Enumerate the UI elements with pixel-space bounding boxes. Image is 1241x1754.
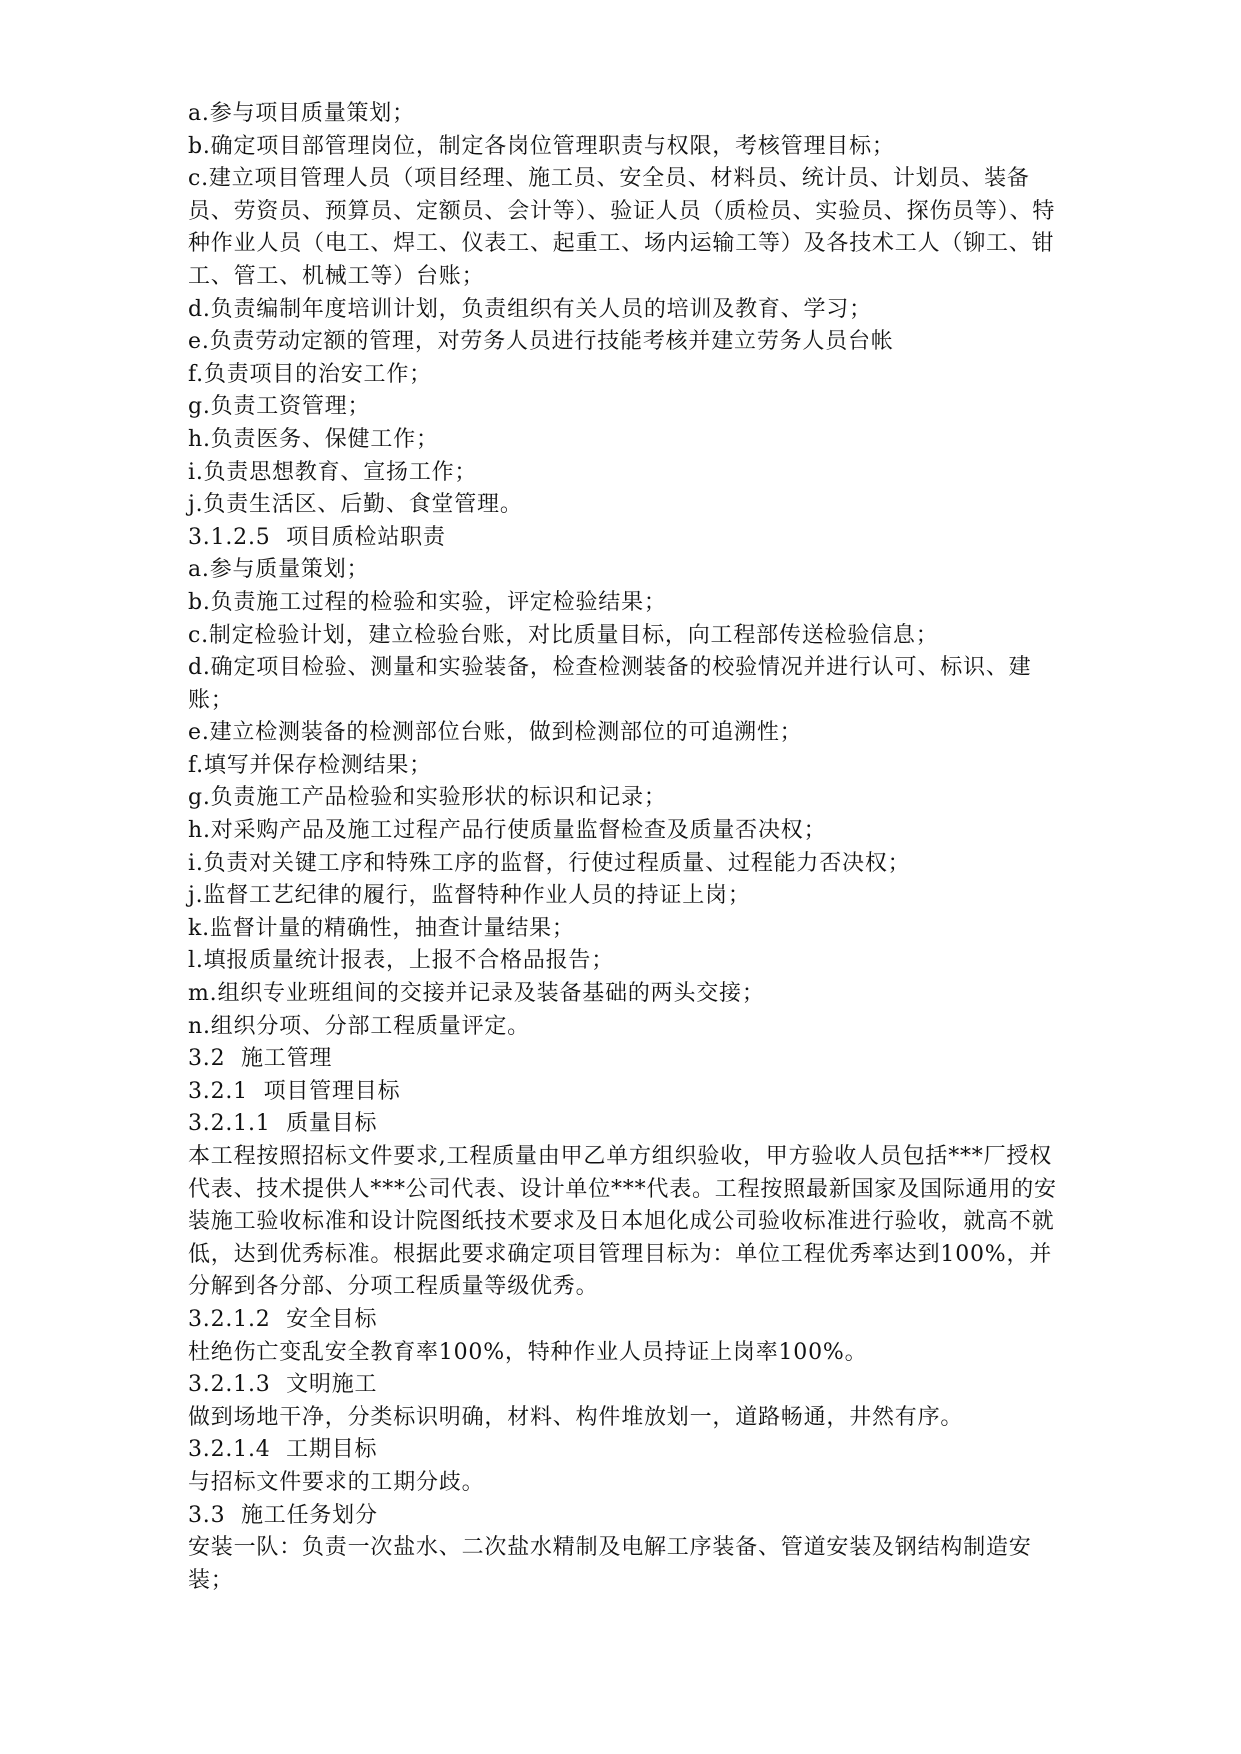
text-line: i.负责对关键工序和特殊工序的监督，行使过程质量、过程能力否决权； (188, 850, 911, 876)
section-heading: 3.1.2.5 项目质检站职责 (188, 524, 446, 550)
text-line: h.对采购产品及施工过程产品行使质量监督检查及质量否决权； (188, 818, 827, 844)
text-line: e.负责劳动定额的管理，对劳务人员进行技能考核并建立劳务人员台帐 (188, 329, 894, 355)
text-line: 做到场地干净，分类标识明确，材料、构件堆放划一，道路畅通，井然有序。 (188, 1404, 964, 1430)
text-line: 本工程按照招标文件要求,工程质量由甲乙单方组织验收，甲方验收人员包括***厂授权代表、技术提供人***公司代表、设计单位***代表。工程按照最新国家及国际通用的安装施工验收标准和设计院图纸技术要求及日本旭化成公司验收标准进行验收，就高不就低，达到优秀标准。根据此要求确定项目管理目标为：单位工程优秀率达到100%，并分解到各分部、分项工程质量等级优秀。 (188, 1144, 1057, 1300)
text-line: g.负责施工产品检验和实验形状的标识和记录； (188, 785, 667, 811)
text-line: c.建立项目管理人员（项目经理、施工员、安全员、材料员、统计员、计划员、装备员、劳资员、预算员、定额员、会计等）、验证人员（质检员、实验员、探伤员等）、特种作业人员（电工、焊工、仪表工、起重工、场内运输工等）及各技术工人（铆工、钳工、管工、机械工等）台账； (188, 166, 1056, 289)
text-line: d.确定项目检验、测量和实验装备，检查检测装备的校验情况并进行认可、标识、建账； (188, 655, 1032, 713)
text-line: f.填写并保存检测结果； (188, 752, 432, 778)
section-heading: 3.2.1.2 安全目标 (188, 1306, 378, 1332)
text-line: f.负责项目的治安工作； (188, 361, 432, 387)
section-heading: 3.2.1.4 工期目标 (188, 1437, 378, 1463)
text-line: j.负责生活区、后勤、食堂管理。 (188, 492, 523, 518)
text-line: e.建立检测装备的检测部位台账，做到检测部位的可追溯性； (188, 720, 803, 746)
text-line: a.参与项目质量策划； (188, 101, 415, 126)
text-line: k.监督计量的精确性，抽查计量结果； (188, 915, 575, 941)
section-heading: 3.2.1.3 文明施工 (188, 1372, 378, 1398)
text-line: 与招标文件要求的工期分歧。 (188, 1469, 485, 1495)
text-line: l.填报质量统计报表，上报不合格品报告； (188, 948, 615, 974)
text-line: d.负责编制年度培训计划，负责组织有关人员的培训及教育、学习； (188, 296, 872, 322)
section-heading: 3.2.1 项目管理目标 (188, 1078, 401, 1104)
text-line: 安装一队：负责一次盐水、二次盐水精制及电解工序装备、管道安装及钢结构制造安装； (188, 1535, 1032, 1593)
text-line: j.监督工艺纪律的履行，监督特种作业人员的持证上岗； (188, 883, 751, 909)
text-line: n.组织分项、分部工程质量评定。 (188, 1013, 530, 1039)
text-line: i.负责思想教育、宣扬工作； (188, 459, 478, 485)
text-line: m.组织专业班组间的交接并记录及装备基础的两头交接； (188, 981, 765, 1007)
text-line: c.制定检验计划，建立检验台账，对比质量目标，向工程部传送检验信息； (188, 622, 939, 648)
section-heading: 3.2.1.1 质量目标 (188, 1111, 378, 1137)
text-line: h.负责医务、保健工作； (188, 426, 439, 452)
text-line: g.负责工资管理； (188, 394, 371, 420)
section-heading: 3.2 施工管理 (188, 1046, 333, 1072)
text-line: b.负责施工过程的检验和实验，评定检验结果； (188, 589, 667, 615)
document-body (188, 98, 1064, 1597)
text-line: a.参与质量策划； (188, 557, 370, 583)
text-line: 杜绝伤亡变乱安全教育率100%，特种作业人员持证上岗率100%。 (188, 1339, 868, 1365)
section-heading: 3.3 施工任务划分 (188, 1502, 378, 1528)
text-line: b.确定项目部管理岗位，制定各岗位管理职责与权限，考核管理目标； (188, 133, 895, 159)
